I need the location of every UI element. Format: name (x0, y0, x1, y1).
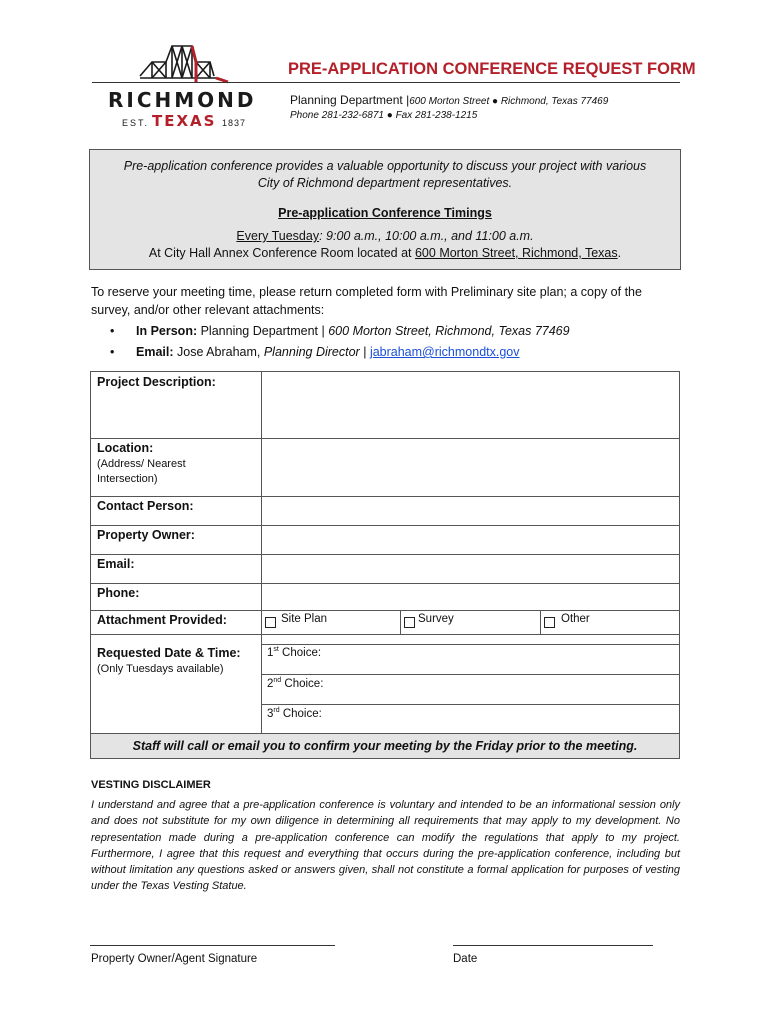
survey-checkbox[interactable] (404, 617, 415, 628)
site-plan-label: Site Plan (281, 613, 328, 625)
logo-texas: TEXAS (152, 112, 217, 130)
intro-line-2: City of Richmond department representatives. (257, 176, 513, 190)
signature-label: Property Owner/Agent Signature (91, 953, 258, 965)
location-suffix: . (617, 246, 622, 260)
date-label: Date (453, 953, 478, 965)
row-divider (261, 704, 679, 705)
column-divider (540, 610, 541, 634)
in-person-label: In Person: (136, 324, 198, 338)
bullet-dot: • (110, 324, 115, 338)
bullet-email (110, 345, 520, 359)
choice-label: Choice: (281, 677, 324, 690)
vesting-body: I understand and agree that a pre-application conference is voluntary and intended to be an informational session only and does not substitute for my own diligence in determining all requirements that may apply to my development. No representation made during a pre-application conference can modify the regulations that apply to my project. Furthermore, I agree that this request and everything that occurs during the pre-application conference, including but without limitation any questions asked or answers given, shall not constitute a formal application for purposes of vesting under the Texas Vesting Statue. (91, 799, 680, 893)
every-tuesday: Every Tuesday (236, 229, 320, 243)
timings-times: : 9:00 a.m., 10:00 a.m., and 11:00 a.m. (319, 229, 534, 243)
timings-line (90, 228, 680, 245)
request-form-table (90, 371, 680, 759)
choice-sup: rd (273, 707, 280, 714)
property-owner-label: Property Owner: (97, 528, 195, 542)
contact-person-label: Contact Person: (97, 499, 194, 513)
choice-num: 1 (267, 646, 274, 659)
email-field[interactable] (262, 555, 679, 583)
location-label: Location: (97, 441, 154, 455)
email-name: Jose Abraham, (173, 345, 264, 359)
choice-label: Choice: (278, 646, 322, 659)
requested-date-hint: (Only Tuesdays available) (97, 663, 224, 675)
location-hint-2: Intersection) (97, 473, 158, 485)
email-label: Email: (136, 345, 174, 359)
choice-num: 3 (267, 707, 274, 720)
requested-date-label: Requested Date & Time: (97, 646, 241, 660)
row-divider (91, 634, 679, 635)
location-field[interactable] (262, 439, 679, 496)
choice-sup: st (273, 646, 279, 653)
location-line (90, 245, 680, 262)
bullet-in-person (110, 324, 570, 338)
header-rule (92, 82, 680, 83)
logo-wordmark: RICHMOND (108, 88, 257, 112)
row-divider (261, 644, 679, 645)
bullet-dot: • (110, 345, 115, 359)
email-title: Planning Director (263, 345, 360, 359)
phone-field[interactable] (262, 584, 679, 610)
staff-note: Staff will call or email you to confirm your meeting by the Friday prior to the meeting. (91, 734, 679, 758)
project-description-field[interactable] (262, 372, 679, 438)
other-checkbox[interactable] (544, 617, 555, 628)
date-line[interactable] (453, 945, 653, 946)
intro-line-1: Pre-application conference provides a valuable opportunity to discuss your project with various (123, 159, 647, 173)
location-prefix: At City Hall Annex Conference Room located at (148, 246, 415, 260)
in-person-dept: Planning Department | (197, 324, 329, 338)
other-label: Other (561, 613, 590, 625)
logo-year: 1837 (222, 118, 247, 128)
timings-heading: Pre-application Conference Timings (278, 206, 492, 220)
location-address: 600 Morton Street, Richmond, Texas (414, 246, 618, 260)
choice-num: 2 (267, 677, 274, 690)
row-divider (261, 674, 679, 675)
choice-sup: nd (273, 677, 282, 684)
department-line (290, 93, 608, 107)
contact-person-field[interactable] (262, 497, 679, 525)
vesting-heading: VESTING DISCLAIMER (91, 779, 211, 791)
survey-label: Survey (418, 613, 454, 625)
signature-line[interactable] (90, 945, 335, 946)
third-choice[interactable] (267, 707, 322, 720)
logo-est: EST. (122, 118, 150, 128)
attachment-label: Attachment Provided: (97, 613, 227, 627)
phone-label: Phone: (97, 586, 140, 600)
location-hint-1: (Address/ Nearest (97, 458, 186, 470)
email-link[interactable]: jabraham@richmondtx.gov (369, 345, 520, 359)
department-address: 600 Morton Street ● Richmond, Texas 77469 (409, 96, 609, 107)
phone-fax: Phone 281-232-6871 ● Fax 281-238-1215 (290, 110, 478, 121)
reserve-instructions: To reserve your meeting time, please return completed form with Preliminary site plan; a copy of the survey, and/or other relevant attachments: (91, 285, 642, 317)
email-sep: | (359, 345, 370, 359)
second-choice[interactable] (267, 677, 323, 690)
email-field-label: Email: (97, 557, 135, 571)
property-owner-field[interactable] (262, 526, 679, 554)
intro-box (89, 149, 681, 270)
column-divider (400, 610, 401, 634)
first-choice[interactable] (267, 646, 321, 659)
project-description-label: Project Description: (97, 375, 216, 389)
row-divider (91, 610, 679, 611)
department-name: Planning Department | (290, 93, 410, 107)
form-title: PRE-APPLICATION CONFERENCE REQUEST FORM (288, 60, 696, 78)
in-person-address: 600 Morton Street, Richmond, Texas 77469 (328, 324, 570, 338)
site-plan-checkbox[interactable] (265, 617, 276, 628)
choice-label: Choice: (279, 707, 322, 720)
